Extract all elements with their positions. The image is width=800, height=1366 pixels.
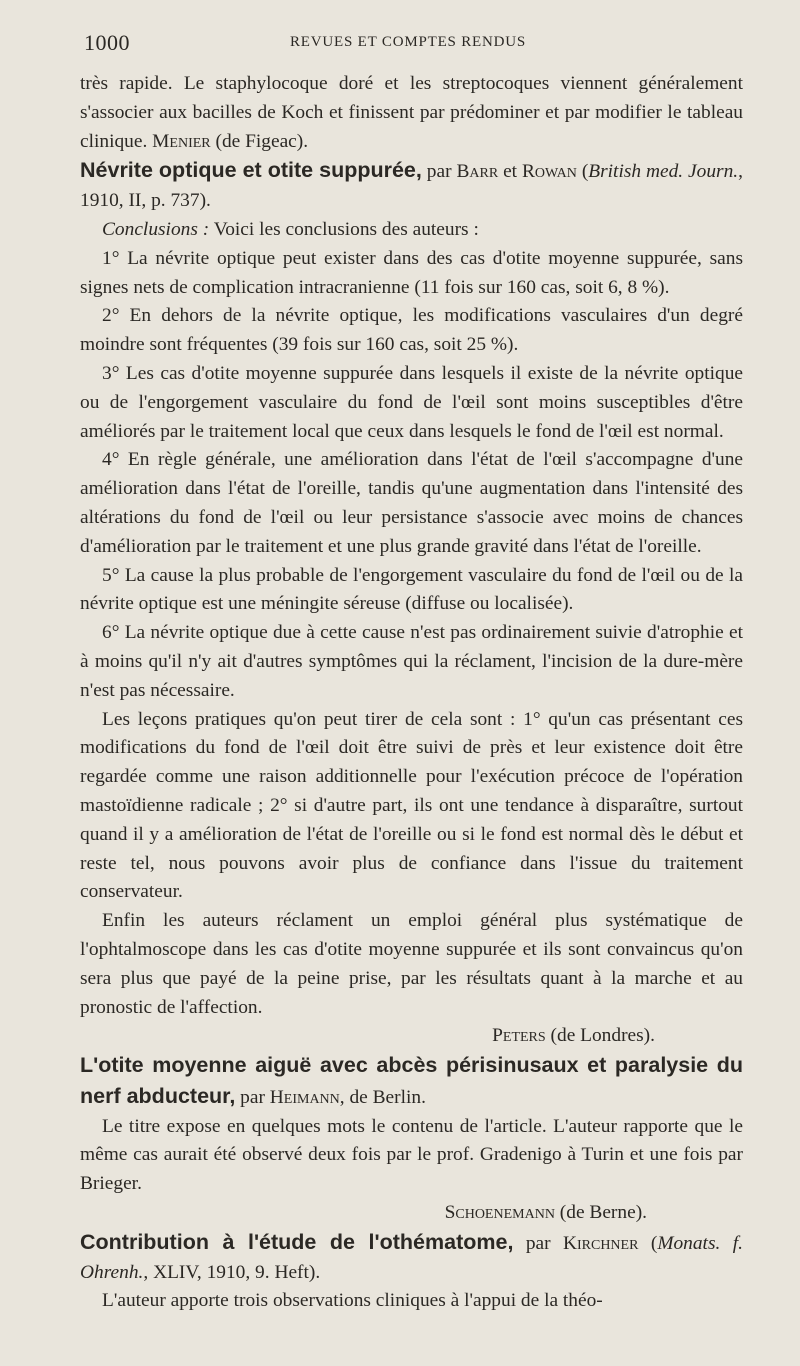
continued-paragraph xyxy=(80,70,743,156)
source-open: ( xyxy=(581,161,589,183)
source-journal: Monats. f. Ohrenh. xyxy=(80,1232,743,1283)
source-journal: British med. Journ. xyxy=(588,161,739,183)
reviewer-name: Menier xyxy=(152,130,211,152)
author-name: Kirchner xyxy=(562,1232,639,1254)
page-body xyxy=(80,70,743,1316)
page-header xyxy=(84,30,740,60)
numbered-paragraph: 2° En dehors de la névrite optique, les modifications vasculaires d'un degré moindre sont fréquentes (39 fois sur 160 cas, soit 25 %). xyxy=(80,305,743,356)
running-title: REVUES ET COMPTES RENDUS xyxy=(290,34,527,50)
by-label: par xyxy=(513,1232,563,1254)
numbered-paragraph: 1° La névrite optique peut exister dans des cas d'otite moyenne suppurée, sans signes nets de complication intracranienne (11 fois sur 160 cas, soit 6, 8 %). xyxy=(80,247,743,298)
numbered-paragraph: 5° La cause la plus probable de l'engorgement vasculaire du fond de l'œil ou de la névrite optique est une méningite séreuse (diffuse ou localisée). xyxy=(80,564,743,615)
body-paragraph: Le titre expose en quelques mots le contenu de l'article. L'auteur rapporte que le même cas aurait été observé deux fois par le prof. Gradenigo à Turin et une fois par Brieger. xyxy=(80,1115,743,1195)
and-label: et xyxy=(498,161,522,183)
reviewer-signature xyxy=(80,1199,743,1228)
article-title: Névrite optique et otite suppurée, xyxy=(80,158,422,183)
conclusions-label: Conclusions : xyxy=(102,218,210,240)
reviewer-signature xyxy=(80,1022,743,1051)
reviewer-place: (de Berne). xyxy=(554,1202,647,1224)
source-details: , XLIV, 1910, 9. Heft). xyxy=(143,1261,321,1283)
reviewer-name: Peters xyxy=(492,1025,546,1047)
page-number: 1000 xyxy=(84,30,130,55)
article-heading xyxy=(80,1228,743,1288)
reviewer-place: (de Londres). xyxy=(545,1025,655,1047)
body-paragraph: Les leçons pratiques qu'on peut tirer de cela sont : 1° qu'un cas présentant ces modifications du fond de l'œil doit être suivi de près et leur existence doit être regardée comme une raison additionnelle pour l'exécution précoce de l'opération mastoïdienne radicale ; 2° si d'autre part, ils ont une tendance à disparaître, surtout quand il y a amélioration de l'état de l'oreille ou si le fond est normal dès le début et reste tel, nous pouvons avoir plus de confiance dans l'issue du traitement conservateur. xyxy=(80,708,743,903)
body-paragraph: Enfin les auteurs réclament un emploi général plus systématique de l'ophtalmoscope dans les cas d'otite moyenne suppurée et ils sont convaincus qu'on sera plus que payé de la peine prise, par les résultats quant à la marche et au pronostic de l'affection. xyxy=(80,910,743,1018)
article-heading xyxy=(80,156,743,216)
by-label: par xyxy=(421,161,457,183)
body-paragraph: L'auteur apporte trois observations cliniques à l'appui de la théo- xyxy=(102,1290,603,1312)
numbered-paragraph: 6° La névrite optique due à cette cause n'est pas ordinairement suivie d'atrophie et à moins qu'il n'y ait d'autres symptômes qui la réclament, l'incision de la dure-mère n'est pas nécessaire. xyxy=(80,622,743,701)
numbered-paragraph: 4° En règle générale, une amélioration dans l'état de l'œil s'accompagne d'une amélioration dans l'état de l'oreille, tandis qu'une augmentation dans l'intensité des altérations du fond de l'œil ou leur persistance s'associe avec moins de chances d'amélioration par le traitement et une plus grande gravité dans l'état de l'oreille. xyxy=(80,449,743,557)
by-label: par xyxy=(235,1086,270,1108)
article-title: Contribution à l'étude de l'othématome, xyxy=(80,1229,514,1254)
source-open: ( xyxy=(650,1232,658,1254)
author-name: Rowan xyxy=(521,161,577,183)
author-name: Barr xyxy=(456,161,499,183)
conclusions-text: Voici les conclusions des auteurs : xyxy=(209,218,479,240)
source-details: , 1910, II, p. 737). xyxy=(80,161,743,212)
author-place: , de Berlin. xyxy=(339,1086,426,1108)
continued-text: très rapide. Le staphylocoque doré et les streptocoques viennent généralement s'associer aux bacilles de Koch et finissent par prédominer et par modifier le tableau clinique. xyxy=(80,73,743,152)
reviewer-place: (de Figeac). xyxy=(210,130,309,152)
article-title: L'otite moyenne aiguë avec abcès périsinusaux et paralysie du nerf abducteur, xyxy=(80,1053,743,1108)
article-heading xyxy=(80,1051,743,1113)
numbered-paragraph: 3° Les cas d'otite moyenne suppurée dans lesquels il existe de la névrite optique ou de l'engorgement vasculaire du fond de l'œil sont moins susceptibles d'être améliorés par le traitement local que ceux dans lesquels le fond de l'œil est normal. xyxy=(80,362,743,442)
reviewer-name: Schoenemann xyxy=(444,1202,555,1224)
author-name: Heimann xyxy=(269,1086,340,1108)
conclusions-intro xyxy=(80,216,743,245)
